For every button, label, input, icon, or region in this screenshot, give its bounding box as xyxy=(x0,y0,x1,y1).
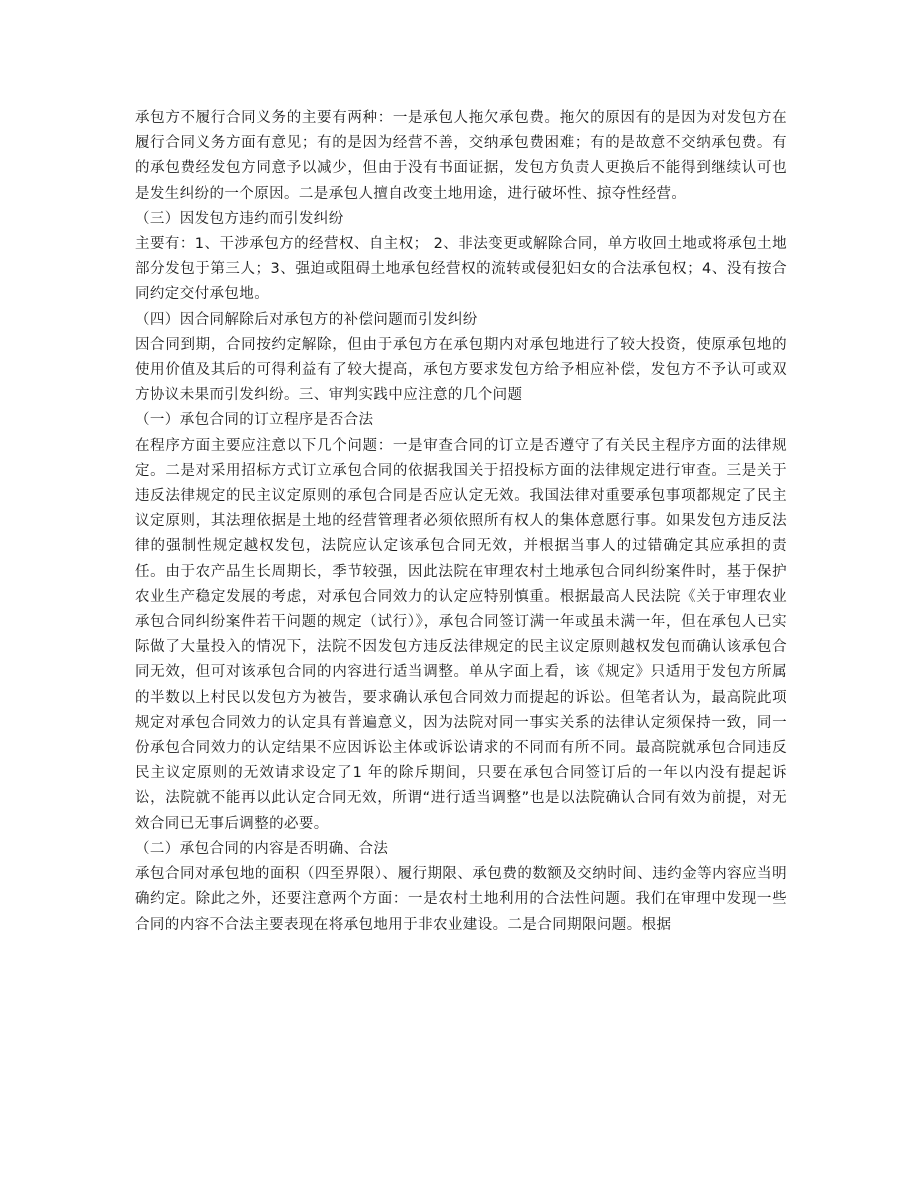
paragraph-employer-breach-list: 主要有：1、干涉承包方的经营权、自主权； 2、非法变更或解除合同，单方收回土地或将承包土地部分发包于第三人；3、强迫或阻碍土地承包经营权的流转或侵犯妇女的合法承包权；4、没有按合同约定交付承包地。 xyxy=(135,236,787,303)
subsection-heading-2: （二）承包合同的内容是否明确、合法 xyxy=(135,840,389,857)
section-heading-3: （三）因发包方违约而引发纠纷 xyxy=(135,210,344,227)
paragraph-content: 承包合同对承包地的面积（四至界限）、履行期限、承包费的数额及交纳时间、违约金等内容应当明确约定。除此之外，还要注意两个方面：一是农村土地利用的合法性问题。我们在审理中发现一些合同的内容不合法主要表现在将承包地用于非农业建设。二是合同期限问题。根据 xyxy=(135,866,787,933)
subsection-heading-1: （一）承包合同的订立程序是否合法 xyxy=(135,412,374,429)
document-page xyxy=(135,106,787,938)
paragraph-compensation: 因合同到期，合同按约定解除，但由于承包方在承包期内对承包地进行了较大投资，使原承包地的使用价值及其后的可得利益有了较大提高，承包方要求发包方给予相应补偿，发包方不予认可或双方协议未果而引发纠纷。三、审判实践中应注意的几个问题 xyxy=(135,336,787,404)
paragraph-breach-by-contractor: 承包方不履行合同义务的主要有两种：一是承包人拖欠承包费。拖欠的原因有的是因为对发包方在履行合同义务方面有意见；有的是因为经营不善，交纳承包费困难；有的是故意不交纳承包费。有的承包费经发包方同意予以减少，但由于没有书面证据，发包方负责人更换后不能得到继续认可也是发生纠纷的一个原因。二是承包人擅自改变土地用途，进行破坏性、掠夺性经营。 xyxy=(135,110,787,202)
section-heading-4: （四）因合同解除后对承包方的补偿问题而引发纠纷 xyxy=(135,311,478,328)
paragraph-procedure: 在程序方面主要应注意以下几个问题：一是审查合同的订立是否遵守了有关民主程序方面的法律规定。二是对采用招标方式订立承包合同的依据我国关于招投标方面的法律规定进行审查。三是关于违反法律规定的民主议定原则的承包合同是否应认定无效。我国法律对重要承包事项都规定了民主议定原则，其法理依据是土地的经营管理者必须依照所有权人的集体意愿行事。如果发包方违反法律的强制性规定越权发包，法院应认定该承包合同无效，并根据当事人的过错确定其应承担的责任。由于农产品生长周期长，季节较强，因此法院在审理农村土地承包合同纠纷案件时，基于保护农业生产稳定发展的考虑，对承包合同效力的认定应特别慎重。根据最高人民法院《关于审理农业承包合同纠纷案件若干问题的规定（试行）》，承包合同签订满一年或虽未满一年，但在承包人已实际做了大量投入的情况下，法院不因发包方违反法律规定的民主议定原则越权发包而确认该承包合同无效，但可对该承包合同的内容进行适当调整。单从字面上看，该《规定》只适用于发包方所属的半数以上村民以发包方为被告，要求确认承包合同效力而提起的诉讼。但笔者认为，最高院此项规定对承包合同效力的认定具有普遍意义，因为法院对同一事实关系的法律认定须保持一致，同一份承包合同效力的认定结果不应因诉讼主体或诉讼请求的不同而有所不同。最高院就承包合同违反民主议定原则的无效请求设定了1 年的除斥期间，只要在承包合同签订后的一年以内没有提起诉讼，法院就不能再以此认定合同无效，所谓“进行适当调整”也是以法院确认合同有效为前提，对无效合同已无事后调整的必要。 xyxy=(135,437,787,832)
